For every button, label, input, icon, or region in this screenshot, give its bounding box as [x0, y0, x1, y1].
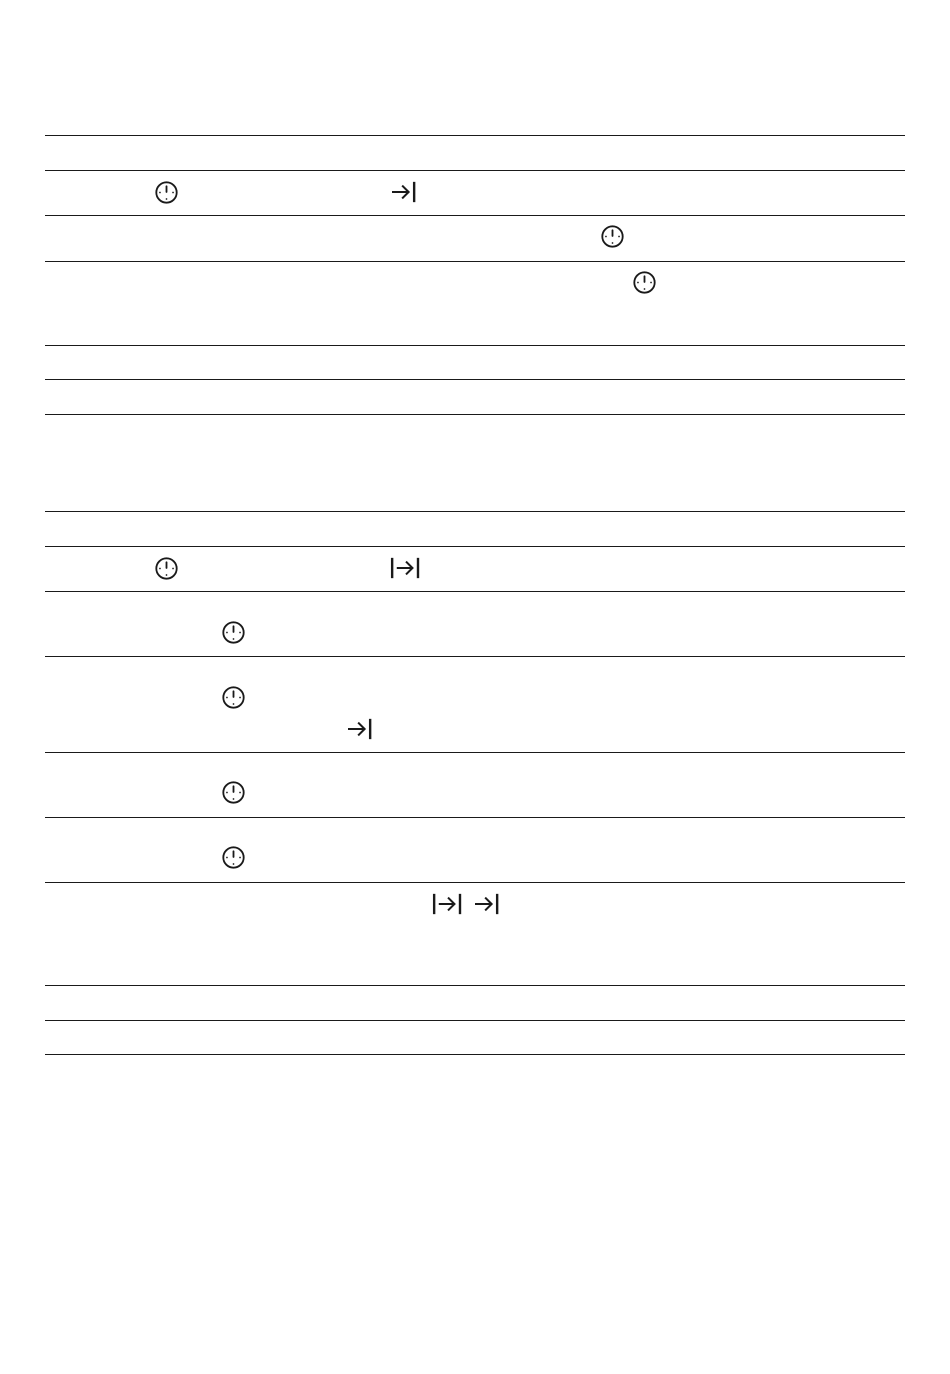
clock-icon [221, 780, 246, 805]
skip-forward-icon [389, 180, 419, 204]
table-rule [45, 1054, 905, 1055]
clock-icon [154, 556, 179, 581]
table-rule [45, 215, 905, 216]
table-rule [45, 261, 905, 262]
table-rule [45, 985, 905, 986]
table-rule [45, 1020, 905, 1021]
table-rule [45, 414, 905, 415]
clock-icon [632, 270, 657, 295]
table-rule [45, 817, 905, 818]
table-rule [45, 170, 905, 171]
table-rule [45, 546, 905, 547]
clock-icon [221, 620, 246, 645]
skip-both-icon [388, 556, 424, 580]
table-rule [45, 591, 905, 592]
skip-forward-icon [345, 717, 375, 741]
skip-forward-icon [472, 892, 502, 916]
clock-icon [600, 224, 625, 249]
table-rule [45, 345, 905, 346]
table-rule [45, 379, 905, 380]
table-rule [45, 882, 905, 883]
skip-both-icon [430, 892, 466, 916]
table-rule [45, 511, 905, 512]
clock-icon [154, 180, 179, 205]
table-rule [45, 656, 905, 657]
table-rule [45, 752, 905, 753]
table-rule [45, 135, 905, 136]
clock-icon [221, 685, 246, 710]
clock-icon [221, 845, 246, 870]
